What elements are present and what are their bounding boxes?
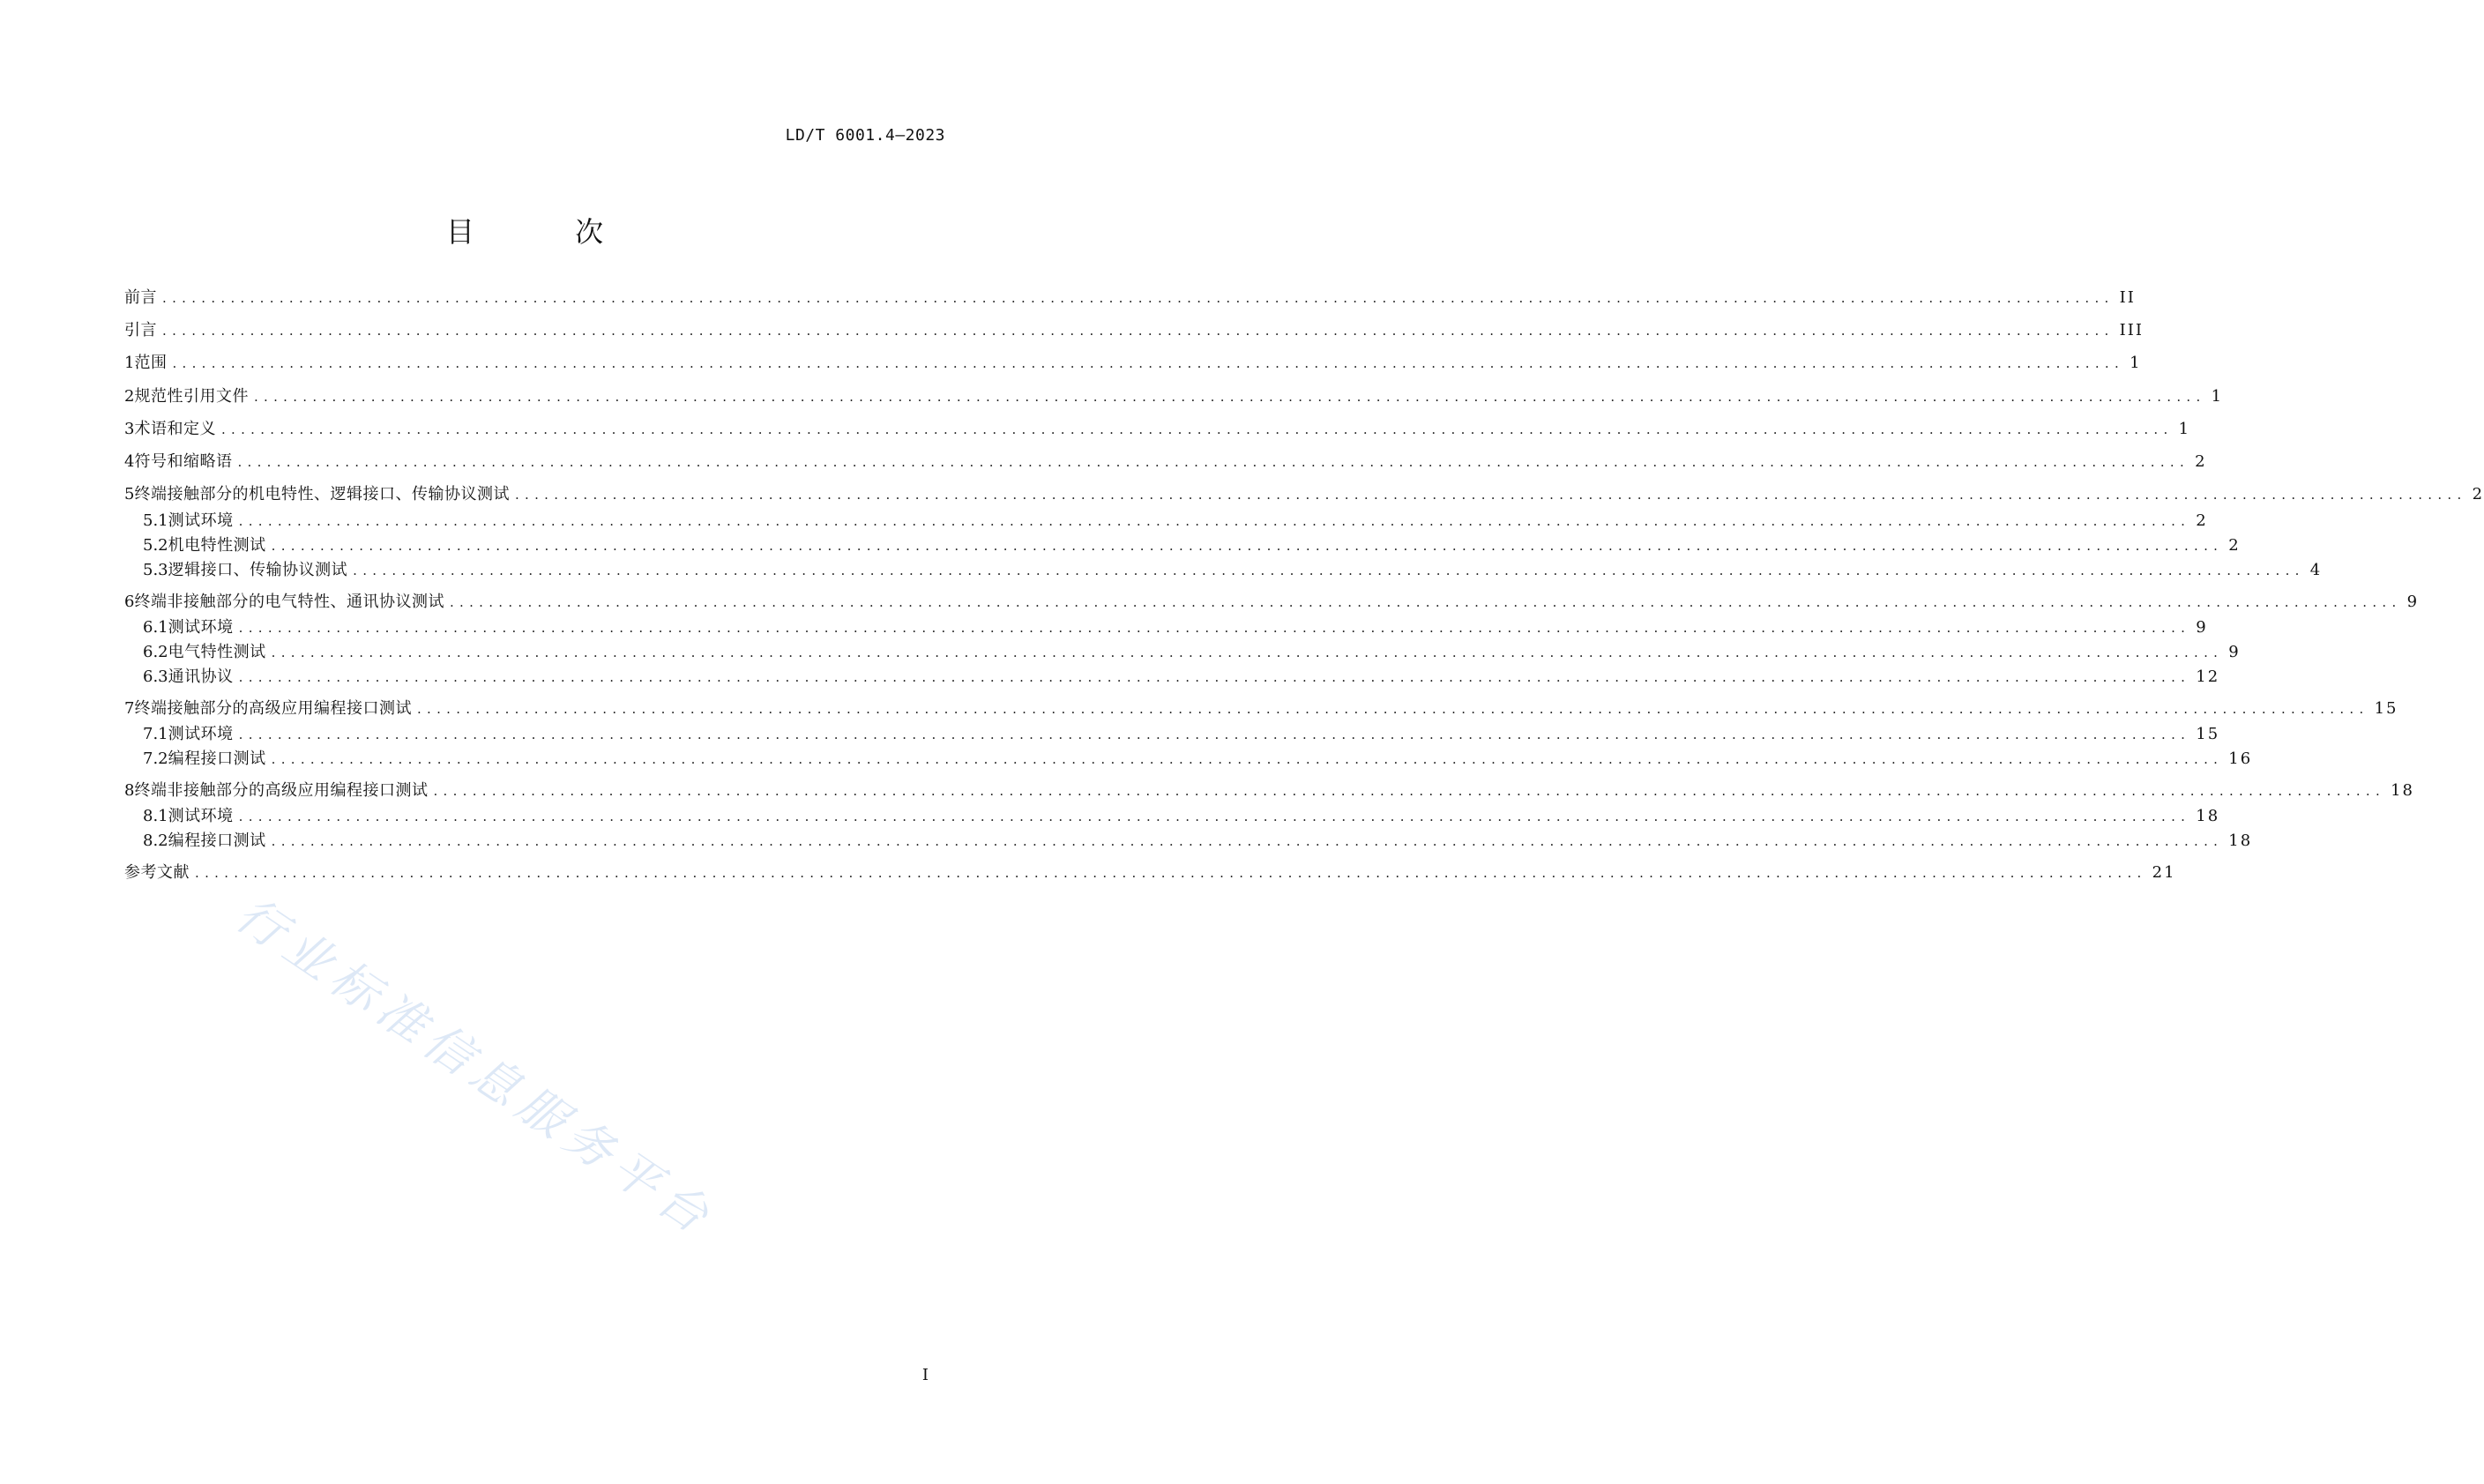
toc-entry-title: 终端接触部分的高级应用编程接口测试 bbox=[134, 699, 412, 718]
toc-entry-title: 测试环境 bbox=[168, 807, 234, 825]
toc-dot-leader: ........................................................................................................................................................................................................ bbox=[514, 487, 2467, 503]
toc-entry-title: 测试环境 bbox=[168, 725, 234, 743]
toc-entry-page: 12 bbox=[2196, 667, 2220, 686]
toc-dot-leader: ........................................................................................................................................................................................................ bbox=[271, 833, 2224, 849]
toc-entry-page: 18 bbox=[2228, 831, 2253, 850]
toc-dot-leader: ........................................................................................................................................................................................................ bbox=[433, 783, 2386, 799]
toc-dot-leader: ........................................................................................................................................................................................................ bbox=[238, 513, 2191, 529]
toc-entry-page: II bbox=[2119, 288, 2136, 307]
toc-entry-page: 18 bbox=[2391, 781, 2414, 800]
toc-entry[interactable] bbox=[124, 534, 2241, 557]
toc-dot-leader: ........................................................................................................................................................................................................ bbox=[162, 323, 2115, 339]
toc-entry-title: 终端接触部分的机电特性、逻辑接口、传输协议测试 bbox=[134, 485, 510, 503]
toc-entry[interactable] bbox=[124, 385, 2224, 408]
toc-entry[interactable] bbox=[124, 697, 2398, 720]
toc-dot-leader: ........................................................................................................................................................................................................ bbox=[195, 865, 2147, 881]
toc-entry-number: 4 bbox=[124, 452, 135, 471]
toc-entry-title: 通讯协议 bbox=[168, 667, 234, 686]
toc-entry-page: 1 bbox=[2130, 354, 2142, 372]
toc-entry-number: 8 bbox=[124, 781, 135, 800]
toc-dot-leader: ........................................................................................................................................................................................................ bbox=[353, 563, 2305, 578]
toc-entry-page: 16 bbox=[2228, 749, 2253, 768]
toc-entry-number: 1 bbox=[124, 354, 135, 372]
toc-entry-page: 1 bbox=[2211, 387, 2224, 406]
toc-entry-page: 4 bbox=[2309, 561, 2323, 579]
toc-entry-title: 逻辑接口、传输协议测试 bbox=[168, 561, 348, 579]
toc-entry-title: 前言 bbox=[124, 288, 157, 307]
toc-entry-page: 21 bbox=[2152, 863, 2176, 882]
toc-entry[interactable] bbox=[124, 748, 2253, 771]
toc-entry-page: 2 bbox=[2228, 536, 2241, 555]
toc-entry-number: 2 bbox=[124, 387, 135, 406]
toc-entry[interactable] bbox=[124, 641, 2241, 664]
toc-dot-leader: ........................................................................................................................................................................................................ bbox=[271, 645, 2224, 660]
toc-entry-number: 7.1 bbox=[143, 725, 168, 743]
toc-entry[interactable] bbox=[124, 451, 2207, 474]
doc-code: LD/T 6001.4—2023 bbox=[785, 126, 945, 145]
toc-entry-number: 5.1 bbox=[143, 511, 168, 530]
toc-dot-leader: ........................................................................................................................................................................................................ bbox=[449, 594, 2402, 610]
toc-entry-title: 电气特性测试 bbox=[168, 643, 266, 661]
toc-entry-page: 1 bbox=[2178, 420, 2191, 438]
toc-entry-title: 机电特性测试 bbox=[168, 536, 266, 555]
toc-entry-page: 2 bbox=[2472, 485, 2484, 503]
toc-entry-title: 参考文献 bbox=[124, 863, 190, 882]
toc-entry[interactable] bbox=[124, 510, 2208, 533]
toc-entry-title: 编程接口测试 bbox=[168, 749, 266, 768]
toc-entry-number: 6.3 bbox=[143, 667, 168, 686]
toc-entry[interactable] bbox=[124, 418, 2191, 441]
toc-entry-number: 5.3 bbox=[143, 561, 168, 579]
toc-entry[interactable] bbox=[124, 805, 2220, 828]
toc-entry-title: 范围 bbox=[134, 354, 168, 372]
toc-entry-page: III bbox=[2119, 321, 2144, 339]
toc-entry[interactable] bbox=[124, 861, 2176, 884]
toc-entry-title: 编程接口测试 bbox=[168, 831, 266, 850]
toc-entry-title: 测试环境 bbox=[168, 511, 234, 530]
toc-entry-title: 规范性引用文件 bbox=[134, 387, 249, 406]
toc-dot-leader: ........................................................................................................................................................................................................ bbox=[271, 751, 2224, 767]
toc-entry-title: 终端非接触部分的电气特性、通讯协议测试 bbox=[134, 593, 444, 611]
toc-entry[interactable] bbox=[124, 723, 2220, 746]
toc-entry[interactable] bbox=[124, 616, 2208, 639]
toc-dot-leader: ........................................................................................................................................................................................................ bbox=[237, 454, 2190, 470]
toc-entry-page: 15 bbox=[2374, 699, 2398, 718]
toc-entry-number: 7 bbox=[124, 699, 135, 718]
toc-dot-leader: ........................................................................................................................................................................................................ bbox=[220, 421, 2174, 437]
toc-entry-number: 5 bbox=[124, 485, 135, 503]
toc-dot-leader: ........................................................................................................................................................................................................ bbox=[238, 809, 2191, 824]
watermark: 行业标准信息服务平台 bbox=[226, 886, 726, 1249]
toc-entry-page: 2 bbox=[2195, 452, 2207, 471]
toc-dot-leader: ........................................................................................................................................................................................................ bbox=[238, 620, 2191, 636]
toc-entry-title: 引言 bbox=[124, 321, 157, 339]
toc-entry-page: 9 bbox=[2406, 593, 2420, 611]
toc-entry[interactable] bbox=[124, 591, 2420, 614]
toc-entry-page: 9 bbox=[2196, 618, 2208, 637]
toc-entry[interactable] bbox=[124, 830, 2253, 853]
toc-entry[interactable] bbox=[124, 352, 2142, 375]
toc-dot-leader: ........................................................................................................................................................................................................ bbox=[172, 355, 2125, 371]
toc-dot-leader: ........................................................................................................................................................................................................ bbox=[271, 538, 2224, 554]
toc-entry[interactable] bbox=[124, 779, 2414, 802]
toc-entry-page: 9 bbox=[2228, 643, 2241, 661]
toc-entry-number: 6.1 bbox=[143, 618, 168, 637]
toc-entry-number: 7.2 bbox=[143, 749, 168, 768]
toc-entry[interactable] bbox=[124, 483, 2484, 506]
toc-dot-leader: ........................................................................................................................................................................................................ bbox=[238, 669, 2191, 685]
toc-dot-leader: ........................................................................................................................................................................................................ bbox=[416, 701, 2369, 717]
toc-entry[interactable] bbox=[124, 319, 2144, 342]
toc-entry-number: 8.1 bbox=[143, 807, 168, 825]
toc-entry-number: 6 bbox=[124, 593, 135, 611]
toc-dot-leader: ........................................................................................................................................................................................................ bbox=[162, 290, 2115, 306]
toc-entry-page: 2 bbox=[2196, 511, 2208, 530]
toc-entry-title: 术语和定义 bbox=[134, 420, 216, 438]
toc-dot-leader: ........................................................................................................................................................................................................ bbox=[238, 727, 2191, 742]
toc-entry-page: 18 bbox=[2196, 807, 2220, 825]
toc-entry[interactable] bbox=[124, 559, 2323, 582]
page-number: I bbox=[921, 1366, 929, 1384]
toc-entry[interactable] bbox=[124, 666, 2220, 689]
toc-entry-number: 8.2 bbox=[143, 831, 168, 850]
toc-entry-page: 15 bbox=[2196, 725, 2220, 743]
toc-entry-number: 5.2 bbox=[143, 536, 168, 555]
toc-dot-leader: ........................................................................................................................................................................................................ bbox=[253, 389, 2206, 405]
toc-entry-number: 3 bbox=[124, 420, 135, 438]
toc-entry-title: 符号和缩略语 bbox=[134, 452, 233, 471]
page-title: 目 次 bbox=[445, 215, 650, 249]
toc-entry-title: 测试环境 bbox=[168, 618, 234, 637]
toc-entry-number: 6.2 bbox=[143, 643, 168, 661]
toc-entry-title: 终端非接触部分的高级应用编程接口测试 bbox=[134, 781, 429, 800]
toc-entry[interactable] bbox=[124, 287, 2136, 309]
